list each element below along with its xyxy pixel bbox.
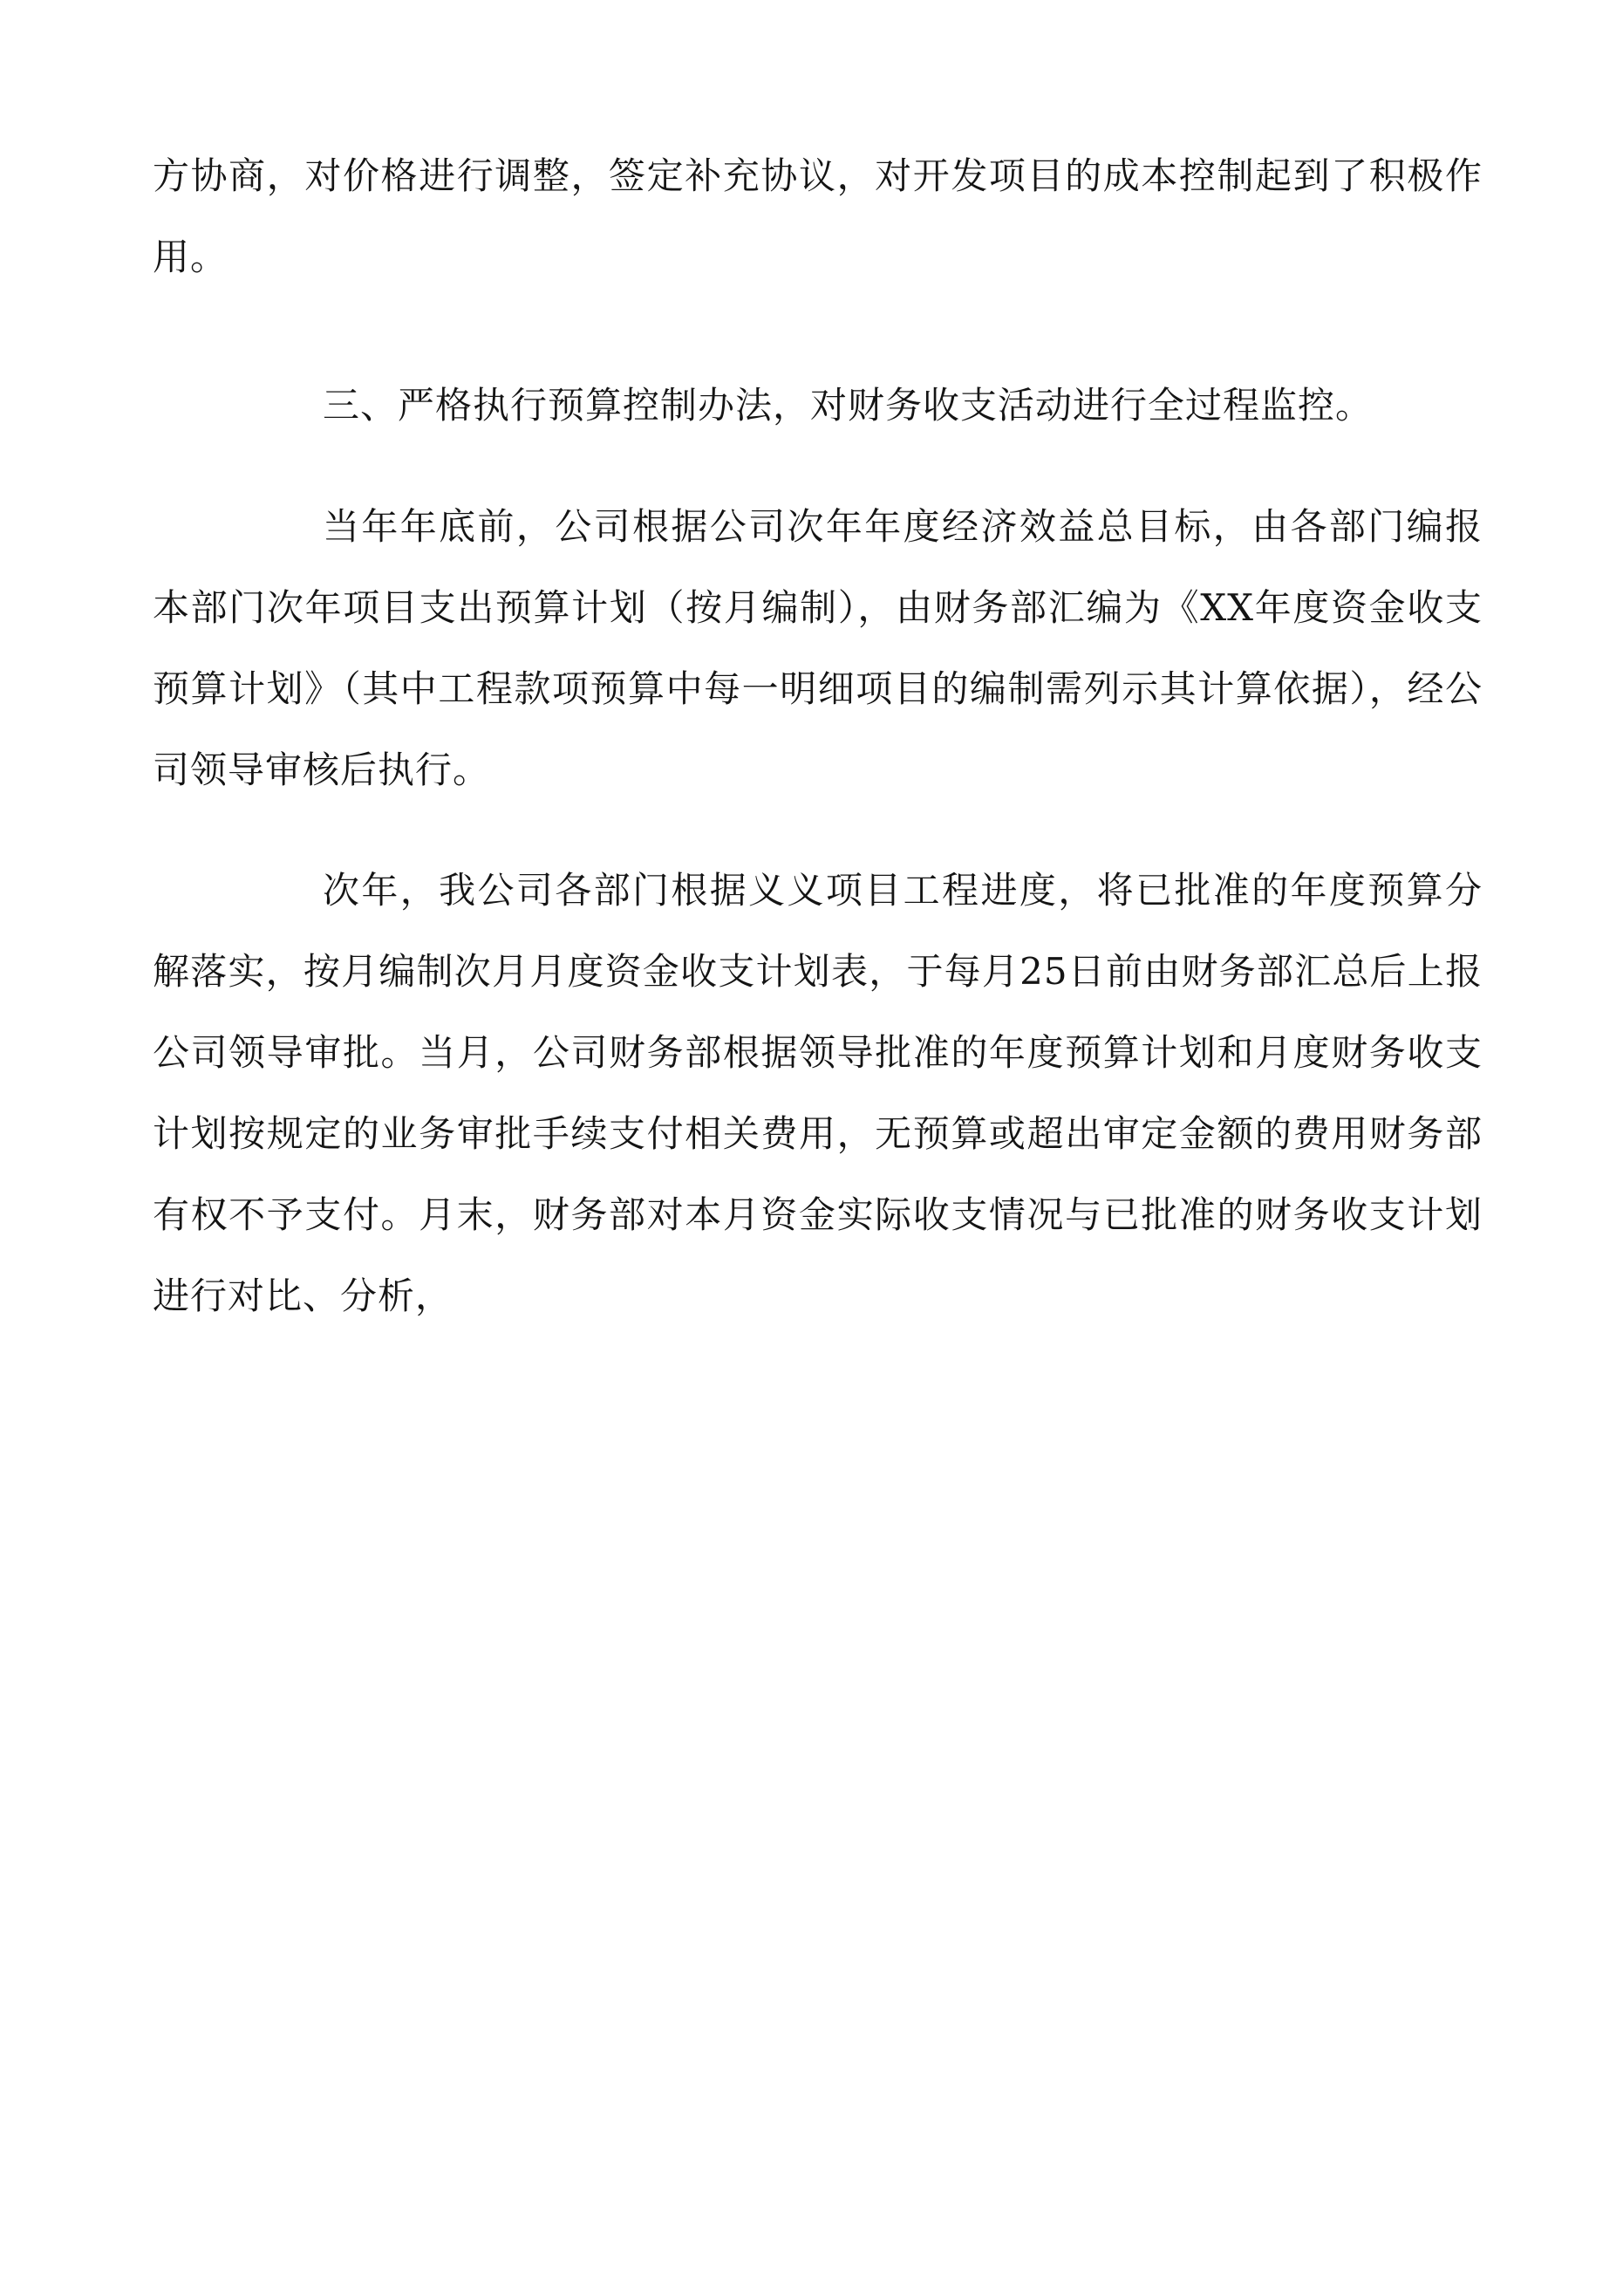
section-heading: 三、严格执行预算控制办法，对财务收支活动进行全过程监控。 <box>323 384 1374 427</box>
paragraph-continuation: 方协商，对价格进行调整，签定补充协议，对开发项目的成本控制起到了积极作用。 <box>153 154 1483 278</box>
paragraph-budget-planning: 当年年底前，公司根据公司次年年度经济效益总目标，由各部门编报本部门次年项目支出预算计划（按月编制），由财务部汇编为《XX年度资金收支预算计划》（其中工程款项预算中每一明细项目的编制需列示其计算依据），经公司领导审核后执行。 <box>153 505 1483 791</box>
paragraph-monthly-execution: 次年，我公司各部门根据义义项目工程进度，将已批准的年度预算分解落实，按月编制次月月度资金收支计划表，于每月25日前由财务部汇总后上报公司领导审批。当月，公司财务部根据领导批准的年度预算计划和月度财务收支计划按规定的业务审批手续支付相关费用，无预算或超出审定金额的费用财务部有权不予支付。月末，财务部对本月资金实际收支情况与已批准的财务收支计划进行对比、分析， <box>153 869 1483 1317</box>
